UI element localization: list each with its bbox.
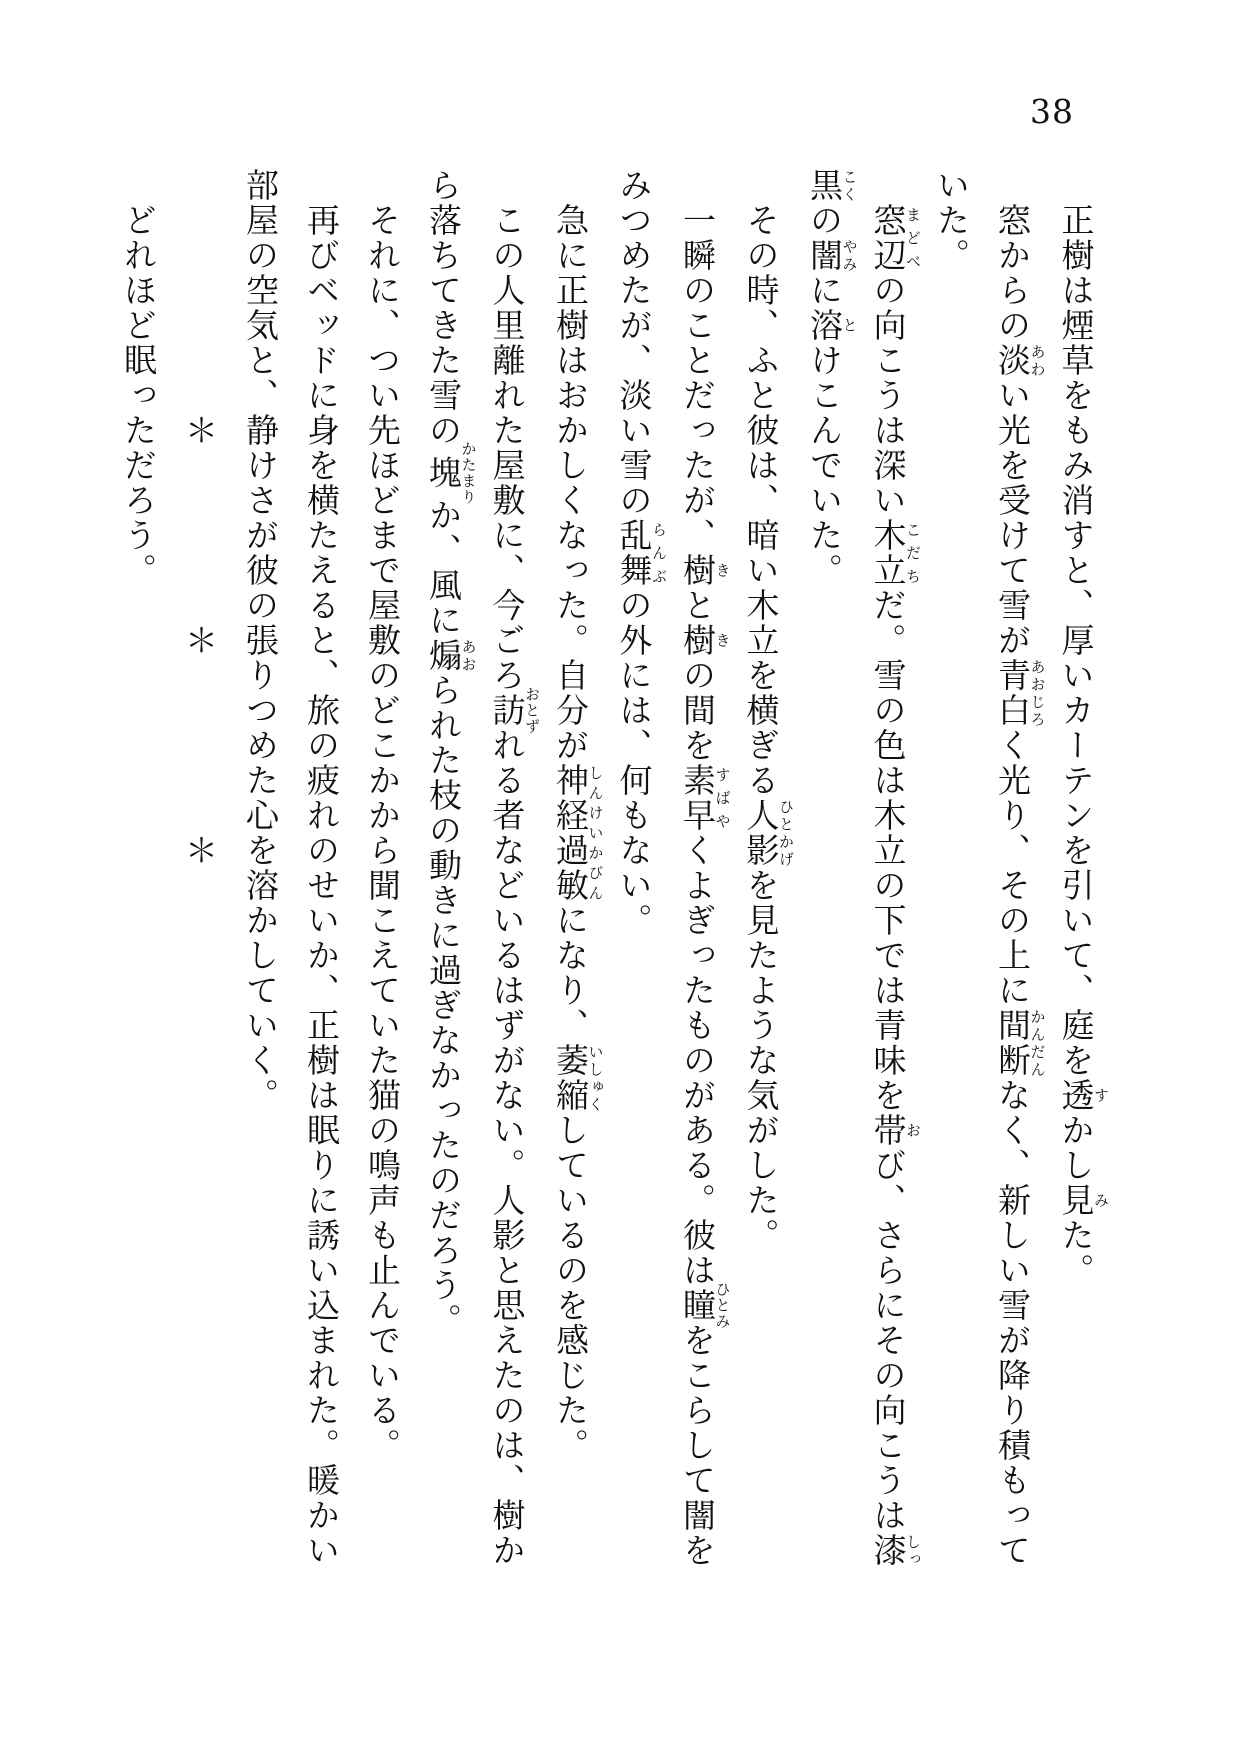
- body-text: [108, 168, 1109, 1598]
- text-line: 窓からの淡あわい光を受けて雪が青白あおじろく光り、その上に間断かんだんなく、新しい雪が降り積もって: [993, 168, 1047, 1568]
- text-line: それに、つい先ほどまで屋敷のどこかから聞こえていた猫の鳴声も止んでいる。: [363, 168, 402, 1463]
- text-line: 部屋の空気と、静けさが彼の張りつめた心を溶かしていく。: [241, 168, 280, 1113]
- text-line: 黒こくの闇やみに溶とけこんでいた。: [805, 168, 859, 588]
- furigana-annotated-word: 漆しっ: [868, 1533, 922, 1568]
- furigana-annotated-word: 間断かんだん: [993, 1008, 1047, 1078]
- furigana-annotated-word: 溶と: [805, 308, 859, 343]
- furigana-annotated-word: 帯お: [868, 1113, 922, 1148]
- furigana-annotated-word: 塊かたまり: [424, 441, 478, 505]
- furigana-annotated-word: 煽あお: [424, 638, 478, 673]
- furigana-annotated-word: 乱舞らんぶ: [614, 518, 668, 588]
- furigana-annotated-word: 萎縮いしゅく: [551, 1043, 605, 1113]
- furigana-annotated-word: 淡あわ: [993, 343, 1047, 378]
- text-line: 一瞬のことだったが、樹きと樹きの間を素早すばやくよぎったものがある。彼は瞳ひとみをこらして闇を: [678, 168, 732, 1568]
- text-line: この人里離れた屋敷に、今ごろ訪おとずれる者などいるはずがない。人影と思えたのは、樹か: [487, 168, 541, 1568]
- furigana-annotated-word: 青白あおじろ: [993, 658, 1047, 728]
- text-line: みつめたが、淡い雪の乱舞らんぶの外には、何もない。: [614, 168, 668, 938]
- text-line: 窓辺まどべの向こうは深い木立こだちだ。雪の色は木立の下では青味を帯おび、さらにその向こうは漆しっ: [868, 203, 922, 1568]
- furigana-annotated-word: 闇やみ: [805, 238, 859, 273]
- text-line: いた。: [932, 168, 971, 273]
- furigana-annotated-word: 透す: [1056, 1078, 1110, 1113]
- furigana-annotated-word: 瞳ひとみ: [678, 1281, 732, 1330]
- furigana-annotated-word: 樹き: [678, 553, 732, 588]
- scene-break-asterisks: ＊ ＊ ＊: [180, 168, 219, 868]
- text-line: 再びベッドに身を横たえると、旅の疲れのせいか、正樹は眠りに誘い込まれた。暖かい: [302, 168, 341, 1568]
- text-line: どれほど眠っただろう。: [119, 168, 158, 588]
- text-line: その時、ふと彼は、暗い木立を横ぎる人影ひとかげを見たような気がした。: [741, 168, 795, 1253]
- text-line: ら落ちてきた雪の塊かたまりか、風に煽あおられた枝の動きに過ぎなかったのだろう。: [424, 168, 478, 1338]
- text-line: 正樹は煙草をもみ消すと、厚いカーテンを引いて、庭を透すかし見みた。: [1056, 168, 1110, 1288]
- furigana-annotated-word: 見み: [1056, 1183, 1110, 1218]
- furigana-annotated-word: 窓辺まどべ: [868, 203, 922, 273]
- page-number: 38: [1030, 92, 1074, 131]
- furigana-annotated-word: 素早すばや: [678, 763, 732, 833]
- furigana-annotated-word: 木立こだち: [868, 518, 922, 588]
- text-line: 急に正樹はおかしくなった。自分が神経過敏しんけいかびんになり、萎縮いしゅくしているのを感じた。: [551, 168, 605, 1463]
- furigana-annotated-word: 黒こく: [805, 168, 859, 203]
- furigana-annotated-word: 樹き: [678, 623, 732, 658]
- furigana-annotated-word: 人影ひとかげ: [741, 798, 795, 868]
- furigana-annotated-word: 訪おとず: [487, 686, 541, 735]
- furigana-annotated-word: 神経過敏しんけいかびん: [551, 763, 605, 903]
